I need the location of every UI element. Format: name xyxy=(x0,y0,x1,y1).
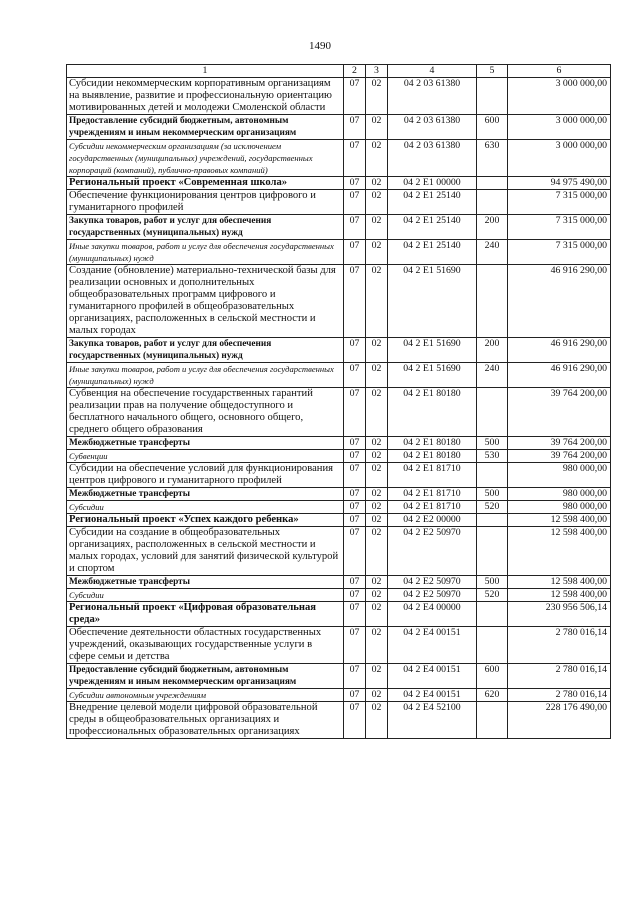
row-target-code: 04 2 E1 51690 xyxy=(388,363,477,388)
row-name: Субсидии некоммерческим корпоративным организациям на выявление, развитие и профессиональную ориентацию мотивированных детей и молодежи Смоленской области xyxy=(67,78,344,115)
table-row xyxy=(67,363,611,388)
row-subsection: 02 xyxy=(366,664,388,689)
row-target-code: 04 2 E2 50970 xyxy=(388,527,477,576)
row-amount: 3 000 000,00 xyxy=(508,140,611,177)
table-row xyxy=(67,488,611,501)
row-name: Иные закупки товаров, работ и услуг для обеспечения государственных (муниципальных) нужд xyxy=(67,240,344,265)
column-header-1: 1 xyxy=(67,65,344,78)
table-row xyxy=(67,450,611,463)
row-expense-type: 200 xyxy=(477,215,508,240)
table-row xyxy=(67,265,611,338)
row-subsection: 02 xyxy=(366,689,388,702)
row-expense-type xyxy=(477,527,508,576)
row-target-code: 04 2 E1 81710 xyxy=(388,463,477,488)
row-amount: 980 000,00 xyxy=(508,488,611,501)
row-section: 07 xyxy=(344,501,366,514)
row-target-code: 04 2 E2 00000 xyxy=(388,514,477,527)
row-amount: 12 598 400,00 xyxy=(508,527,611,576)
row-target-code: 04 2 E1 51690 xyxy=(388,265,477,338)
row-amount: 7 315 000,00 xyxy=(508,215,611,240)
row-subsection: 02 xyxy=(366,501,388,514)
row-section: 07 xyxy=(344,702,366,739)
column-header-5: 5 xyxy=(477,65,508,78)
row-expense-type: 500 xyxy=(477,488,508,501)
row-target-code: 04 2 E1 80180 xyxy=(388,388,477,437)
row-subsection: 02 xyxy=(366,388,388,437)
row-expense-type: 200 xyxy=(477,338,508,363)
row-target-code: 04 2 E4 00151 xyxy=(388,664,477,689)
table-row xyxy=(67,190,611,215)
row-subsection: 02 xyxy=(366,240,388,265)
row-section: 07 xyxy=(344,689,366,702)
row-expense-type xyxy=(477,190,508,215)
row-name: Предоставление субсидий бюджетным, автономным учреждениям и иным некоммерческим организациям xyxy=(67,115,344,140)
row-section: 07 xyxy=(344,527,366,576)
row-name: Межбюджетные трансферты xyxy=(67,437,344,450)
row-name: Закупка товаров, работ и услуг для обеспечения государственных (муниципальных) нужд xyxy=(67,338,344,363)
table-row xyxy=(67,602,611,627)
row-amount: 2 780 016,14 xyxy=(508,664,611,689)
row-target-code: 04 2 E4 52100 xyxy=(388,702,477,739)
row-expense-type xyxy=(477,78,508,115)
row-name: Межбюджетные трансферты xyxy=(67,576,344,589)
row-expense-type: 600 xyxy=(477,664,508,689)
row-name: Внедрение целевой модели цифровой образовательной среды в общеобразовательных организациях и профессиональных образовательных организациях xyxy=(67,702,344,739)
row-target-code: 04 2 03 61380 xyxy=(388,115,477,140)
table-row xyxy=(67,501,611,514)
row-amount: 39 764 200,00 xyxy=(508,437,611,450)
row-name: Иные закупки товаров, работ и услуг для обеспечения государственных (муниципальных) нужд xyxy=(67,363,344,388)
row-section: 07 xyxy=(344,388,366,437)
row-amount: 46 916 290,00 xyxy=(508,265,611,338)
row-name: Обеспечение функционирования центров цифрового и гуманитарного профилей xyxy=(67,190,344,215)
table-row xyxy=(67,527,611,576)
row-amount: 980 000,00 xyxy=(508,501,611,514)
row-target-code: 04 2 E1 81710 xyxy=(388,501,477,514)
row-name: Субсидии автономным учреждениям xyxy=(67,689,344,702)
row-subsection: 02 xyxy=(366,463,388,488)
table-row xyxy=(67,514,611,527)
table-row xyxy=(67,140,611,177)
column-header-3: 3 xyxy=(366,65,388,78)
row-target-code: 04 2 E1 25140 xyxy=(388,240,477,265)
row-amount: 3 000 000,00 xyxy=(508,115,611,140)
row-expense-type: 500 xyxy=(477,437,508,450)
row-name: Субсидии некоммерческим организациям (за исключением государственных (муниципальных) учреждений, государственных корпораций (компаний), публично-правовых компаний) xyxy=(67,140,344,177)
row-expense-type xyxy=(477,265,508,338)
row-target-code: 04 2 E1 25140 xyxy=(388,190,477,215)
row-subsection: 02 xyxy=(366,576,388,589)
row-section: 07 xyxy=(344,363,366,388)
row-target-code: 04 2 E1 80180 xyxy=(388,437,477,450)
table-row xyxy=(67,338,611,363)
row-section: 07 xyxy=(344,664,366,689)
row-amount: 2 780 016,14 xyxy=(508,689,611,702)
row-section: 07 xyxy=(344,450,366,463)
row-expense-type: 520 xyxy=(477,501,508,514)
row-section: 07 xyxy=(344,115,366,140)
row-name: Субсидии на создание в общеобразовательных организациях, расположенных в сельской местности и малых городах, условий для занятий физической культурой и спортом xyxy=(67,527,344,576)
row-section: 07 xyxy=(344,514,366,527)
row-target-code: 04 2 E1 00000 xyxy=(388,177,477,190)
row-amount: 12 598 400,00 xyxy=(508,514,611,527)
row-target-code: 04 2 E4 00000 xyxy=(388,602,477,627)
row-section: 07 xyxy=(344,240,366,265)
row-name: Межбюджетные трансферты xyxy=(67,488,344,501)
row-name: Обеспечение деятельности областных государственных учреждений, оказывающих государственные услуги в сфере семьи и детства xyxy=(67,627,344,664)
row-section: 07 xyxy=(344,338,366,363)
row-name: Региональный проект «Современная школа» xyxy=(67,177,344,190)
row-name: Создание (обновление) материально-технической базы для реализации основных и дополнительных общеобразовательных программ цифрового и гуманитарного профилей в общеобразовательных организациях, расположенных в сельской местности и малых городах xyxy=(67,265,344,338)
row-amount: 94 975 490,00 xyxy=(508,177,611,190)
row-name: Региональный проект «Успех каждого ребенка» xyxy=(67,514,344,527)
row-subsection: 02 xyxy=(366,78,388,115)
row-section: 07 xyxy=(344,215,366,240)
row-subsection: 02 xyxy=(366,589,388,602)
row-section: 07 xyxy=(344,78,366,115)
row-expense-type: 530 xyxy=(477,450,508,463)
column-header-4: 4 xyxy=(388,65,477,78)
row-name: Предоставление субсидий бюджетным, автономным учреждениям и иным некоммерческим организациям xyxy=(67,664,344,689)
row-target-code: 04 2 03 61380 xyxy=(388,78,477,115)
row-name: Субсидии xyxy=(67,589,344,602)
row-subsection: 02 xyxy=(366,338,388,363)
row-amount: 2 780 016,14 xyxy=(508,627,611,664)
row-name: Субвенция на обеспечение государственных гарантий реализации прав на получение общедоступного и бесплатного начального общего, основного общего, среднего общего образования xyxy=(67,388,344,437)
row-expense-type: 500 xyxy=(477,576,508,589)
row-expense-type: 240 xyxy=(477,363,508,388)
row-expense-type: 520 xyxy=(477,589,508,602)
row-target-code: 04 2 E1 51690 xyxy=(388,338,477,363)
row-section: 07 xyxy=(344,140,366,177)
row-subsection: 02 xyxy=(366,363,388,388)
row-subsection: 02 xyxy=(366,514,388,527)
table-row xyxy=(67,177,611,190)
budget-table xyxy=(66,64,611,739)
table-row xyxy=(67,702,611,739)
row-amount: 7 315 000,00 xyxy=(508,240,611,265)
row-expense-type xyxy=(477,388,508,437)
table-row xyxy=(67,437,611,450)
row-amount: 228 176 490,00 xyxy=(508,702,611,739)
row-subsection: 02 xyxy=(366,602,388,627)
column-header-2: 2 xyxy=(344,65,366,78)
row-target-code: 04 2 03 61380 xyxy=(388,140,477,177)
row-target-code: 04 2 E1 80180 xyxy=(388,450,477,463)
row-amount: 230 956 506,14 xyxy=(508,602,611,627)
row-subsection: 02 xyxy=(366,450,388,463)
row-amount: 12 598 400,00 xyxy=(508,576,611,589)
row-subsection: 02 xyxy=(366,265,388,338)
row-amount: 46 916 290,00 xyxy=(508,363,611,388)
row-expense-type xyxy=(477,463,508,488)
row-subsection: 02 xyxy=(366,527,388,576)
row-subsection: 02 xyxy=(366,437,388,450)
table-row xyxy=(67,664,611,689)
row-subsection: 02 xyxy=(366,215,388,240)
row-amount: 7 315 000,00 xyxy=(508,190,611,215)
row-expense-type xyxy=(477,627,508,664)
table-row xyxy=(67,115,611,140)
table-row xyxy=(67,388,611,437)
row-expense-type xyxy=(477,702,508,739)
page-number: 1490 xyxy=(309,40,331,52)
row-section: 07 xyxy=(344,488,366,501)
row-name: Закупка товаров, работ и услуг для обеспечения государственных (муниципальных) нужд xyxy=(67,215,344,240)
row-subsection: 02 xyxy=(366,177,388,190)
row-subsection: 02 xyxy=(366,115,388,140)
table-row xyxy=(67,215,611,240)
row-section: 07 xyxy=(344,265,366,338)
row-section: 07 xyxy=(344,463,366,488)
row-subsection: 02 xyxy=(366,627,388,664)
row-target-code: 04 2 E2 50970 xyxy=(388,576,477,589)
row-subsection: 02 xyxy=(366,140,388,177)
table-row xyxy=(67,78,611,115)
row-section: 07 xyxy=(344,177,366,190)
row-expense-type: 600 xyxy=(477,115,508,140)
row-target-code: 04 2 E4 00151 xyxy=(388,689,477,702)
row-name: Субсидии на обеспечение условий для функционирования центров цифрового и гуманитарного профилей xyxy=(67,463,344,488)
row-subsection: 02 xyxy=(366,190,388,215)
row-expense-type xyxy=(477,177,508,190)
row-amount: 12 598 400,00 xyxy=(508,589,611,602)
row-amount: 39 764 200,00 xyxy=(508,450,611,463)
row-target-code: 04 2 E1 25140 xyxy=(388,215,477,240)
row-name: Субсидии xyxy=(67,501,344,514)
row-section: 07 xyxy=(344,589,366,602)
table-row xyxy=(67,589,611,602)
table-row xyxy=(67,689,611,702)
column-header-6: 6 xyxy=(508,65,611,78)
row-section: 07 xyxy=(344,190,366,215)
row-amount: 3 000 000,00 xyxy=(508,78,611,115)
table-row xyxy=(67,576,611,589)
table-row xyxy=(67,240,611,265)
row-subsection: 02 xyxy=(366,488,388,501)
table-row xyxy=(67,463,611,488)
row-subsection: 02 xyxy=(366,702,388,739)
row-amount: 39 764 200,00 xyxy=(508,388,611,437)
table-row xyxy=(67,627,611,664)
row-section: 07 xyxy=(344,627,366,664)
table-header-row xyxy=(67,65,611,78)
row-section: 07 xyxy=(344,437,366,450)
row-expense-type xyxy=(477,602,508,627)
row-expense-type: 620 xyxy=(477,689,508,702)
row-target-code: 04 2 E2 50970 xyxy=(388,589,477,602)
row-expense-type: 240 xyxy=(477,240,508,265)
row-name: Субвенции xyxy=(67,450,344,463)
row-expense-type xyxy=(477,514,508,527)
row-target-code: 04 2 E4 00151 xyxy=(388,627,477,664)
row-name: Региональный проект «Цифровая образовательная среда» xyxy=(67,602,344,627)
row-expense-type: 630 xyxy=(477,140,508,177)
row-amount: 980 000,00 xyxy=(508,463,611,488)
row-target-code: 04 2 E1 81710 xyxy=(388,488,477,501)
row-section: 07 xyxy=(344,602,366,627)
row-amount: 46 916 290,00 xyxy=(508,338,611,363)
row-section: 07 xyxy=(344,576,366,589)
